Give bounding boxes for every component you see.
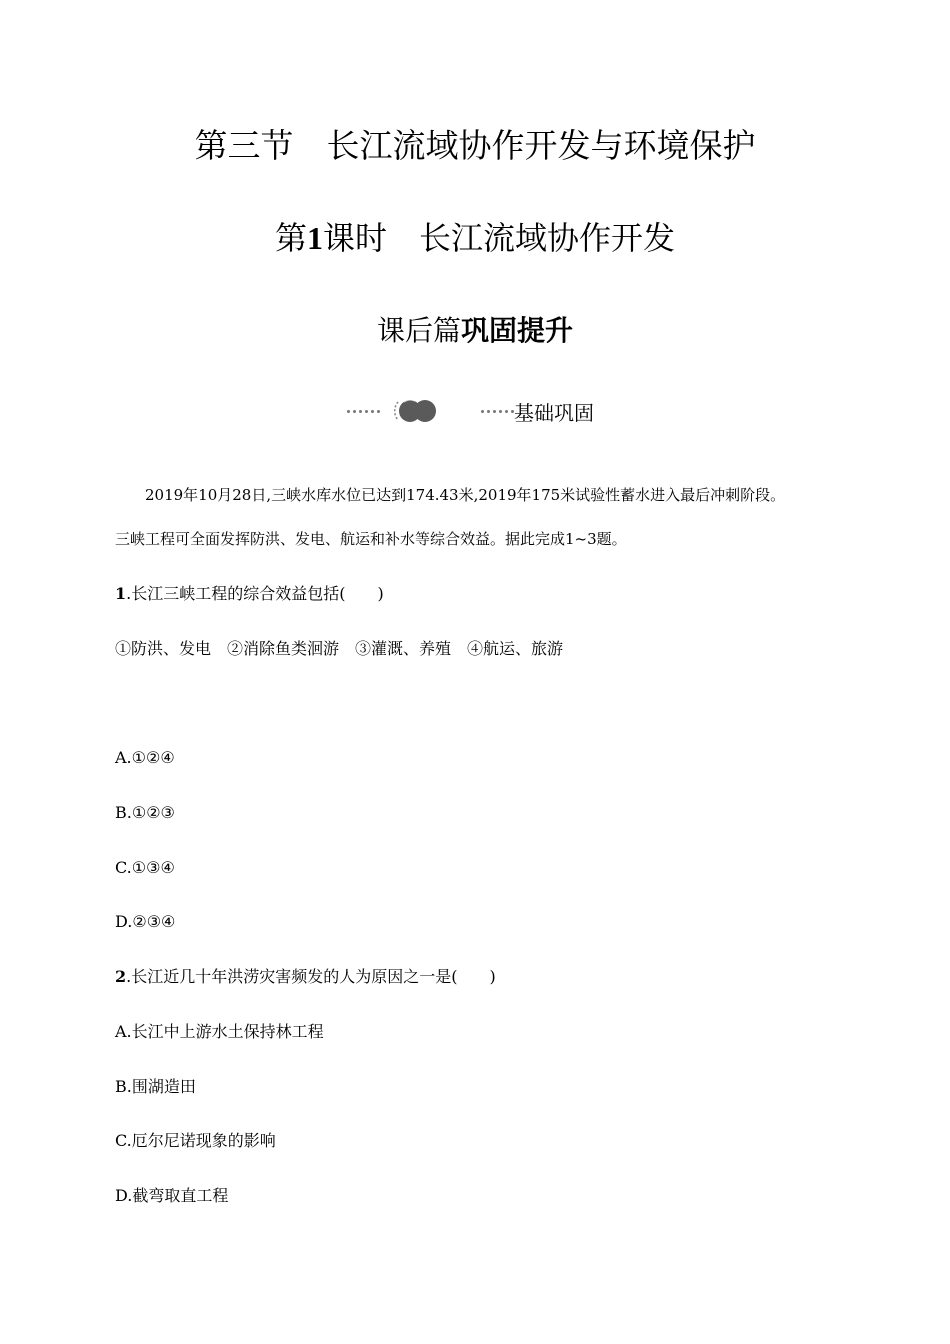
lesson-title <box>0 216 950 260</box>
question-1-option-c[interactable]: C.①③④ <box>115 858 175 877</box>
section-title-normal: 课后篇 <box>376 314 461 347</box>
question-1-option-b[interactable]: B.①②③ <box>115 803 175 822</box>
intro-paragraph-line-2: 三峡工程可全面发挥防洪、发电、航运和补水等综合效益。据此完成1~3题。 <box>115 530 627 548</box>
question-2-stem <box>115 965 496 989</box>
subsection-divider <box>340 393 620 433</box>
double-circle-icon <box>388 393 443 427</box>
question-1-option-d[interactable]: D.②③④ <box>115 912 176 931</box>
question-2-option-d[interactable]: D.截弯取直工程 <box>115 1186 229 1205</box>
intro-paragraph-line-1: 2019年10月28日,三峡水库水位已达到174.43米,2019年175米试验性蓄水进入最后冲刺阶段。 <box>145 486 786 504</box>
dotted-line-left <box>347 410 380 414</box>
dotted-line-right <box>481 410 514 414</box>
question-2-option-c[interactable]: C.厄尔尼诺现象的影响 <box>115 1131 276 1150</box>
question-2-number: 2 <box>115 967 127 986</box>
question-1-stem <box>115 582 384 606</box>
lesson-title-rest: 课时 长江流域协作开发 <box>323 219 676 257</box>
lesson-number: 1 <box>307 220 323 256</box>
section-title <box>0 311 950 351</box>
subsection-label: 基础巩固 <box>514 401 594 425</box>
question-2-option-b[interactable]: B.围湖造田 <box>115 1077 196 1096</box>
question-1-number: 1 <box>115 584 127 603</box>
chapter-title: 第三节 长江流域协作开发与环境保护 <box>194 126 756 165</box>
question-2-option-a[interactable]: A.长江中上游水土保持林工程 <box>115 1022 324 1041</box>
question-1-option-a[interactable]: A.①②④ <box>115 748 175 767</box>
question-1-text: .长江三峡工程的综合效益包括( ) <box>126 584 384 603</box>
question-2-text: .长江近几十年洪涝灾害频发的人为原因之一是( ) <box>126 967 496 986</box>
lesson-title-prefix: 第 <box>274 219 307 257</box>
question-1-statements: ①防洪、发电 ②消除鱼类洄游 ③灌溉、养殖 ④航运、旅游 <box>115 639 564 658</box>
section-title-bold: 巩固提升 <box>461 314 574 347</box>
